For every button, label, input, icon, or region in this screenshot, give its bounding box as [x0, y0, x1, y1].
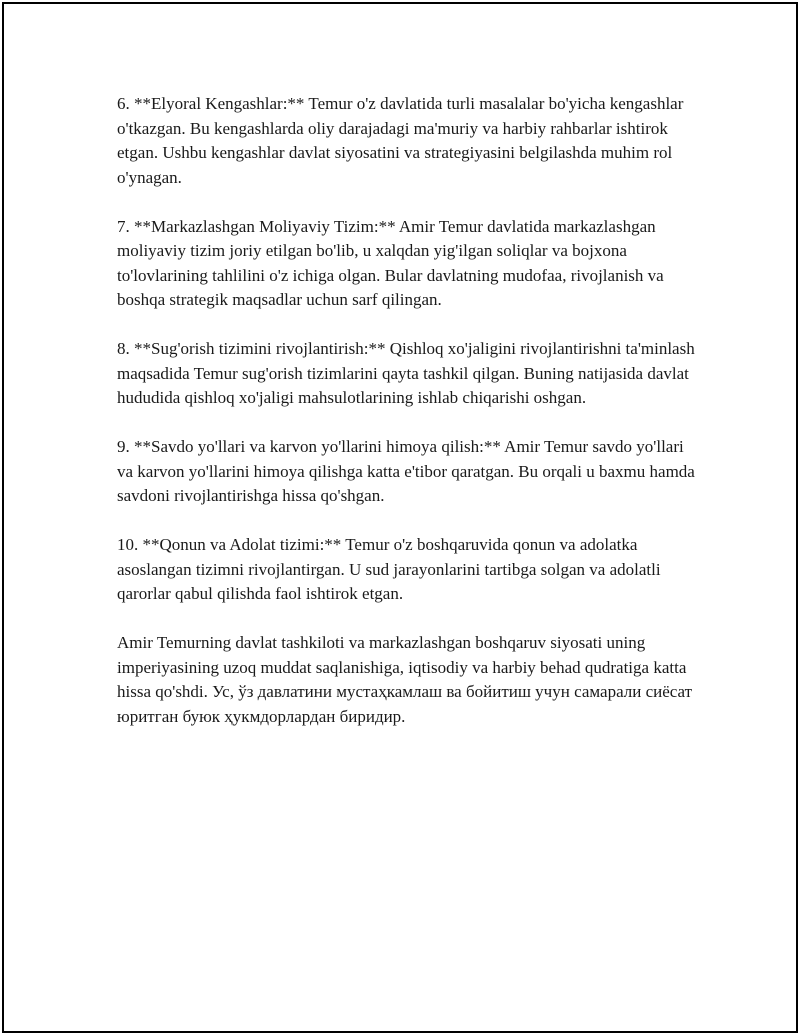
paragraph-10-qonun-adolat: 10. **Qonun va Adolat tizimi:** Temur o'z boshqaruvida qonun va adolatka asoslangan tizimni rivojlantirgan. U sud jarayonlarini tartibga solgan va adolatli qarorlar qabul qilishda faol ishtirok etgan. — [117, 535, 661, 603]
paragraph-8-sugorish-tizimi: 8. **Sug'orish tizimini rivojlantirish:** Qishloq xo'jaligini rivojlantirishni ta'minlash maqsadida Temur sug'orish tizimlarini qayta tashkil qilgan. Buning natijasida davlat hududida qishloq xo'jaligi mahsulotlarining ishlab chiqarishi oshgan. — [117, 339, 695, 407]
document-body — [117, 92, 697, 754]
paragraph-9-savdo-yollari: 9. **Savdo yo'llari va karvon yo'llarini himoya qilish:** Amir Temur savdo yo'llari va karvon yo'llarini himoya qilishga katta e'tibor qaratgan. Bu orqali u baxmu hamda savdoni rivojlantirishga hissa qo'shgan. — [117, 437, 695, 505]
paragraph-conclusion: Amir Temurning davlat tashkiloti va markazlashgan boshqaruv siyosati uning imperiyasining uzoq muddat saqlanishiga, iqtisodiy va harbiy behad qudratiga katta hissa qo'shdi. Ус, ўз давлатини мустаҳкамлаш ва бойитиш учун самарали сиёсат юритган буюк ҳукмдорлардан биридир. — [117, 633, 693, 726]
paragraph-7-moliyaviy-tizim: 7. **Markazlashgan Moliyaviy Tizim:** Amir Temur davlatida markazlashgan moliyaviy tizim joriy etilgan bo'lib, u xalqdan yig'ilgan soliqlar va bojxona to'lovlarining tahlilini o'z ichiga olgan. Bular davlatning mudofaa, rivojlanish va boshqa strategik maqsadlar uchun sarf qilingan. — [117, 216, 664, 309]
paragraph-6-elyoral-kengashlar: 6. **Elyoral Kengashlar:** Temur o'z davlatida turli masalalar bo'yicha kengashlar o'tkazgan. Bu kengashlarda oliy darajadagi ma'muriy va harbiy rahbarlar ishtirok etgan. Ushbu kengashlar davlat siyosatini va strategiyasini belgilashda muhim rol o'ynagan. — [117, 94, 684, 187]
